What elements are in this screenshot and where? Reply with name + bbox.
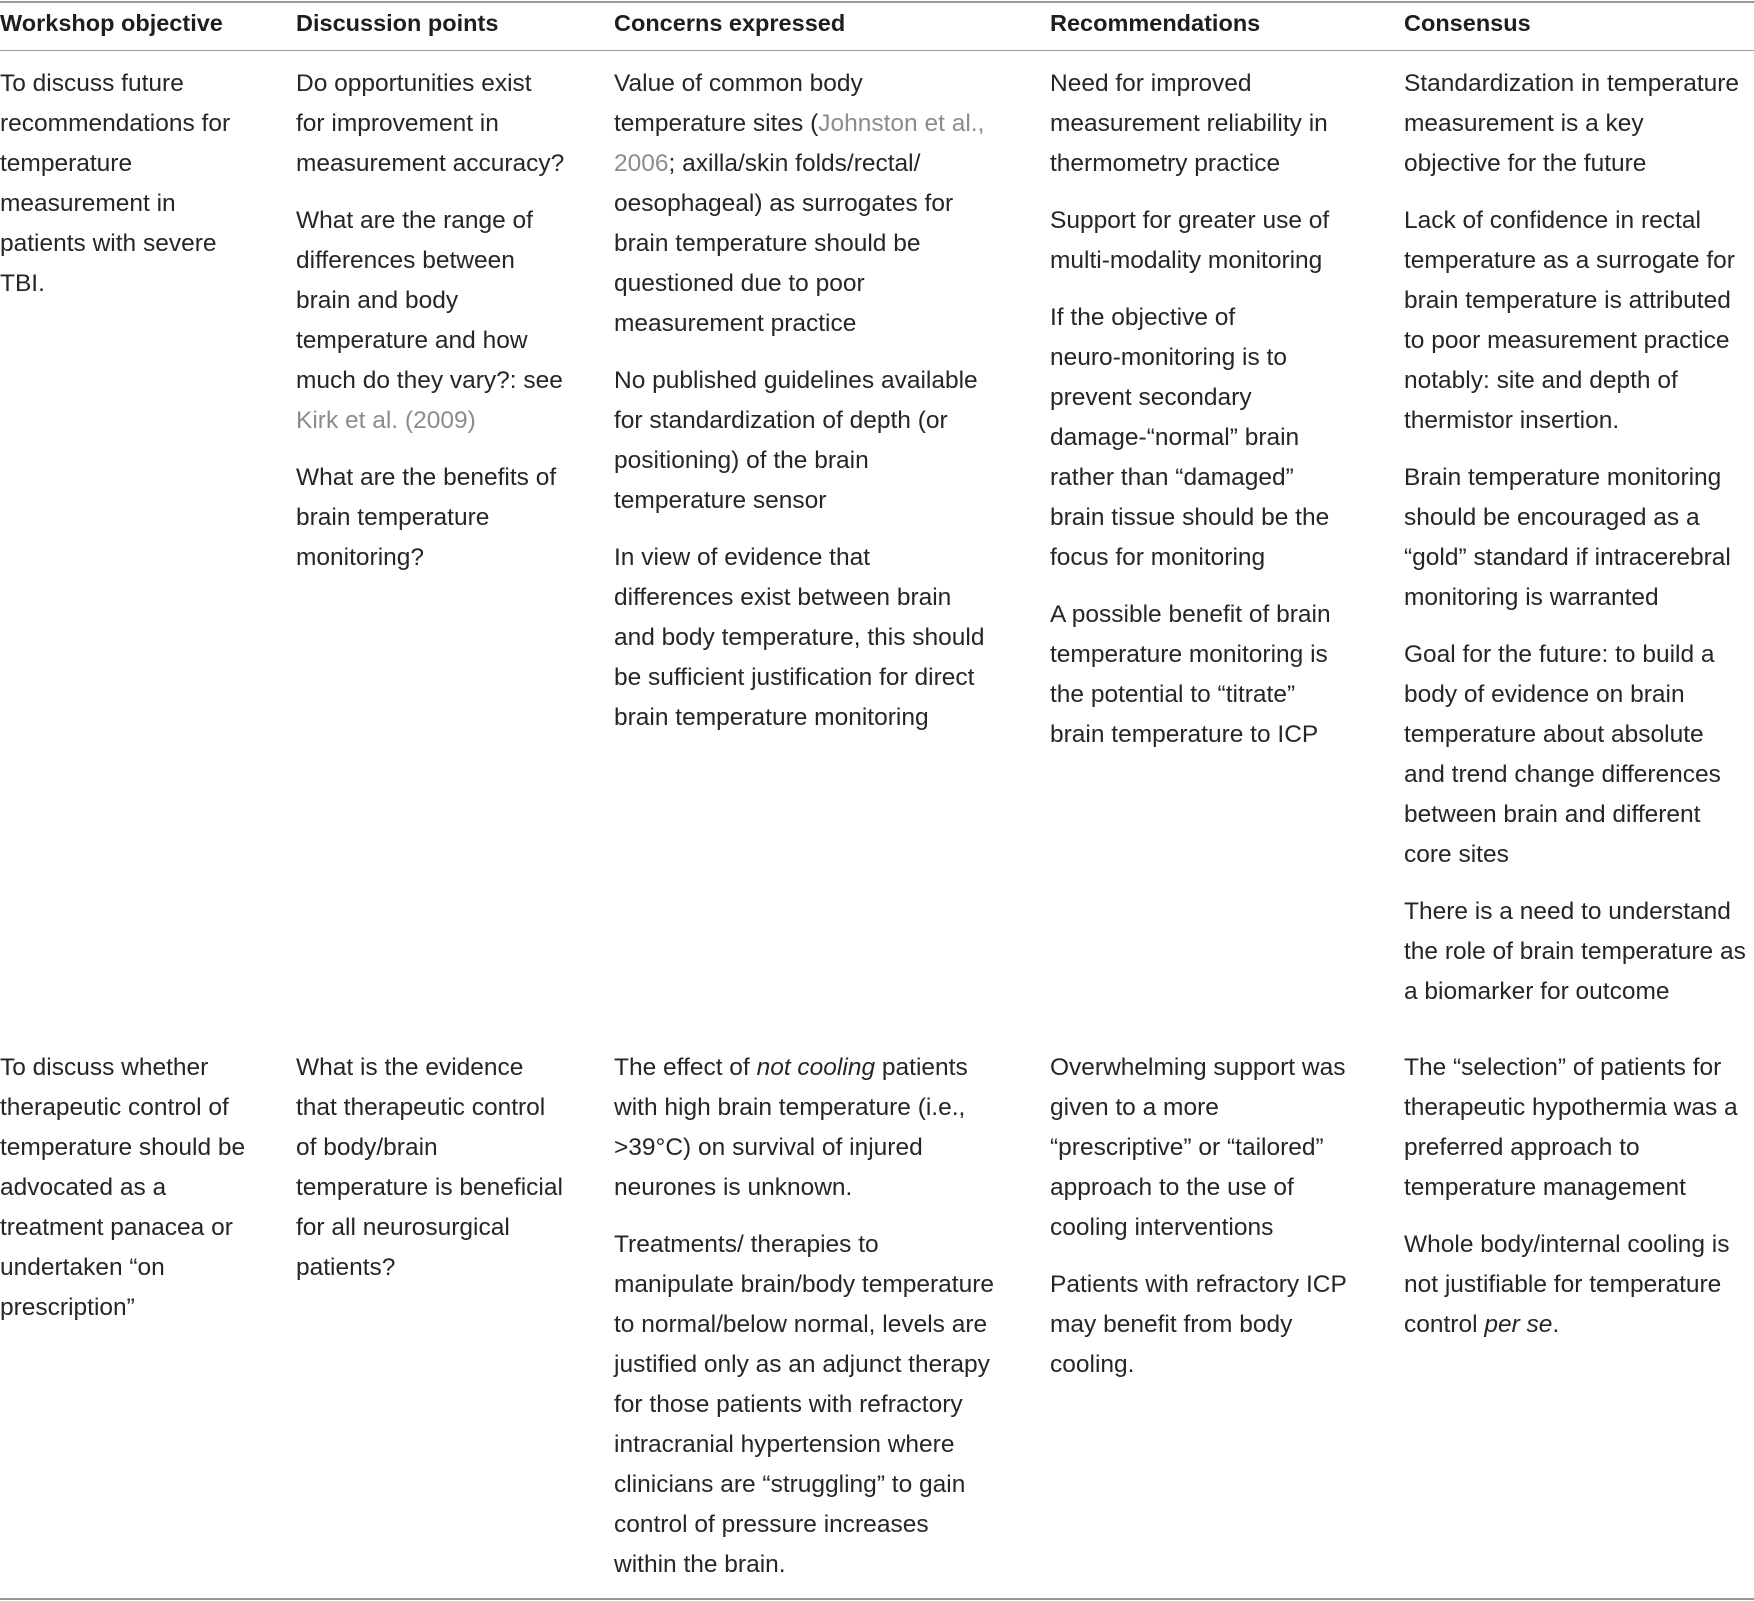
concern-text-part: ; axilla/skin folds/rectal/ oesophageal) as surrogates for brain temperature should be questioned due to poor measurement practice (614, 150, 954, 337)
consensus-text: Brain temperature monitoring should be encouraged as a “gold” standard if intracerebral monitoring is warranted (1404, 464, 1731, 611)
cell-recommendations (1050, 64, 1390, 755)
objective-text: To discuss future recommendations for temperature measurement in patients with severe TBI. (0, 70, 231, 297)
consensus-text: The “selection” of patients for therapeutic hypothermia was a preferred approach to temperature management (1404, 1054, 1738, 1201)
discussion-text: Do opportunities exist for improvement in measurement accuracy? (296, 70, 565, 177)
cell-consensus (1404, 64, 1754, 1012)
table-bottom-rule (0, 1598, 1754, 1600)
citation-link[interactable]: Johnston et al., 2006 (614, 110, 985, 177)
consensus-text: There is a need to understand the role of brain temperature as a biomarker for outcome (1404, 898, 1746, 1005)
cell-objective (0, 64, 280, 304)
cell-consensus (1404, 1048, 1754, 1345)
header-recommendations: Recommendations (1050, 10, 1261, 36)
recommendation-text: If the objective of neuro-monitoring is to prevent secondary damage-“normal” brain rather than “damaged” brain tissue should be the focus for monitoring (1050, 304, 1330, 571)
header-consensus: Consensus (1404, 10, 1531, 36)
concern-text-part: patients with high brain temperature (i.e., >39°C) on survival of injured neurones is unknown. (614, 1054, 968, 1201)
recommendation-text: Overwhelming support was given to a more “prescriptive” or “tailored” approach to the use of cooling interventions (1050, 1054, 1346, 1241)
concern-text: Treatments/ therapies to manipulate brain/body temperature to normal/below normal, levels are justified only as an adjunct therapy for those patients with refractory intracranial hypertension where clinicians are “struggling” to gain control of pressure increases within the brain. (614, 1231, 994, 1578)
consensus-emphasis: per se (1484, 1311, 1553, 1338)
discussion-text: What is the evidence that therapeutic control of body/brain temperature is beneficial for all neurosurgical patients? (296, 1054, 563, 1281)
concern-text: No published guidelines available for standardization of depth (or positioning) of the brain temperature sensor (614, 367, 978, 514)
discussion-text-part: What are the range of differences between brain and body temperature and how much do they vary?: see (296, 207, 563, 394)
concern-text (614, 1048, 1034, 1208)
concern-text-part: The effect of (614, 1054, 757, 1081)
header-concerns-expressed: Concerns expressed (614, 10, 846, 36)
cell-concerns (614, 64, 1034, 738)
cell-concerns (614, 1048, 1034, 1585)
concern-emphasis: not cooling (756, 1054, 876, 1081)
discussion-text (296, 201, 596, 441)
header-workshop-objective: Workshop objective (0, 10, 223, 36)
cell-discussion (296, 64, 596, 578)
consensus-text (1404, 1225, 1754, 1345)
header-discussion-points: Discussion points (296, 10, 499, 36)
table-header-row (0, 4, 1754, 48)
consensus-text-part: Whole body/internal cooling is not justifiable for temperature control (1404, 1231, 1730, 1338)
cell-objective (0, 1048, 280, 1328)
table-top-rule (0, 1, 1754, 3)
objective-text: To discuss whether therapeutic control of temperature should be advocated as a treatment panacea or undertaken “on prescription” (0, 1054, 246, 1321)
cell-recommendations (1050, 1048, 1390, 1385)
consensus-text: Standardization in temperature measurement is a key objective for the future (1404, 70, 1740, 177)
cell-discussion (296, 1048, 596, 1288)
concern-text-part: Value of common body temperature sites ( (614, 70, 863, 137)
consensus-text: Lack of confidence in rectal temperature as a surrogate for brain temperature is attributed to poor measurement practice notably: site and depth of thermistor insertion. (1404, 207, 1735, 434)
consensus-text-part: . (1552, 1311, 1560, 1338)
concern-text (614, 64, 1034, 344)
recommendation-text: Need for improved measurement reliability in thermometry practice (1050, 70, 1328, 177)
recommendation-text: Support for greater use of multi-modality monitoring (1050, 207, 1330, 274)
citation-link[interactable]: Kirk et al. (2009) (296, 407, 476, 434)
discussion-text: What are the benefits of brain temperature monitoring? (296, 464, 557, 571)
recommendation-text: Patients with refractory ICP may benefit from body cooling. (1050, 1271, 1347, 1378)
recommendation-text: A possible benefit of brain temperature monitoring is the potential to “titrate” brain temperature to ICP (1050, 601, 1331, 748)
table-header-rule (0, 50, 1754, 51)
concern-text: In view of evidence that differences exist between brain and body temperature, this should be sufficient justification for direct brain temperature monitoring (614, 544, 985, 731)
consensus-text: Goal for the future: to build a body of evidence on brain temperature about absolute and trend change differences between brain and different core sites (1404, 641, 1721, 868)
